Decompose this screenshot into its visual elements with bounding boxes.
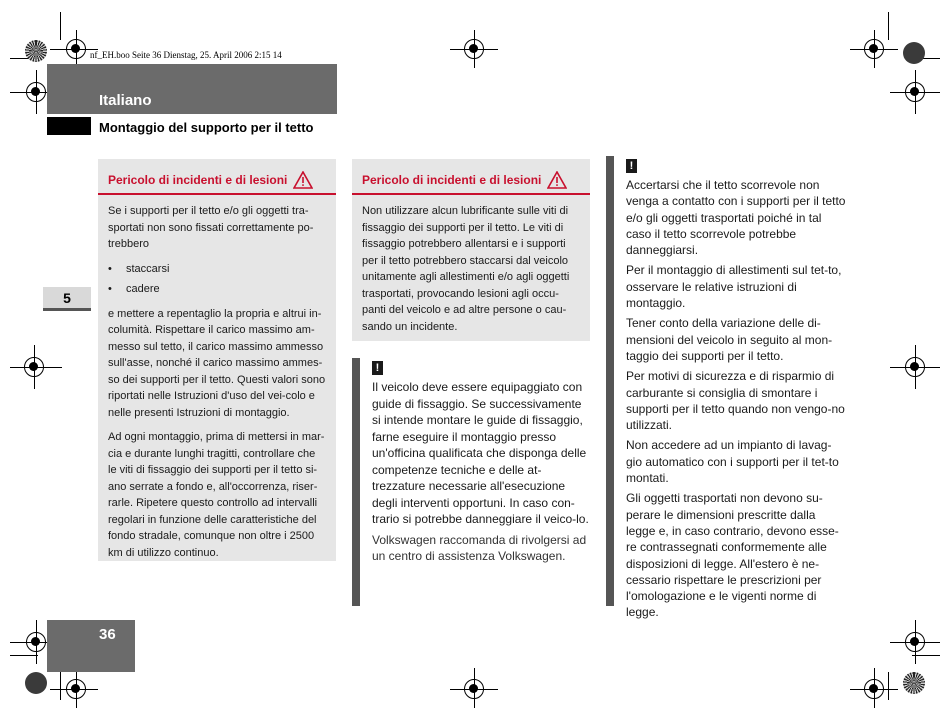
- warning-intro: Se i supporti per il tetto e/o gli oggetti tra-sportati non sono fissati correttamente po-trebbero: [108, 205, 314, 250]
- note-paragraph: Tener conto della variazione delle di-mensioni del veicolo in seguito al mon-taggio dei supporti per il tetto.: [626, 316, 833, 363]
- warning-triangle-icon: [547, 171, 567, 189]
- note-body: [372, 379, 590, 565]
- warning-header: [352, 159, 590, 195]
- exclamation-icon: !: [372, 361, 383, 375]
- page-number: 36: [99, 626, 116, 643]
- chapter-tab: [43, 287, 91, 311]
- note-paragraph: Accertarsi che il tetto scorrevole non venga a contatto con i supporti per il tetto e/o gli oggetti trasportati poiché in tal caso il tetto scorrevole potrebbe danneggiarsi.: [626, 178, 846, 258]
- note-paragraph: Non accedere ad un impianto di lavag-gio automatico con i supporti per il tet-to montati.: [626, 438, 839, 486]
- warning-paragraph: Non utilizzare alcun lubrificante sulle viti di fissaggio dei supporti per il tetto. Le viti di fissaggio potrebbero allentarsi e i supporti per il tetto potrebbero staccarsi dal veicolo unitamente agli allestimenti e/o agli oggetti trasportati, provocando lesioni agli occu-panti del veicolo e ad altre persone o cau-sando un incidente.: [362, 205, 570, 333]
- note-paragraph: Per motivi di sicurezza e di risparmio di carburante si consiglia di smontare i supporti per il tetto quando non vengo-no utilizzati.: [626, 369, 845, 433]
- title-marker-block: [47, 117, 91, 135]
- warning-title: Pericolo di incidenti e di lesioni: [108, 173, 288, 187]
- warning-box-left: [98, 159, 336, 561]
- page-number-bar: [47, 620, 135, 672]
- list-item-label: staccarsi: [126, 262, 170, 275]
- list-item: [108, 261, 326, 278]
- note-paragraph: Il veicolo deve essere equipaggiato con guide di fissaggio. Se successivamente si intende montare le guide di fissaggio, farne eseguire il montaggio presso un'officina qualificata che disponga delle competenze tecniche e delle at-trezzature necessarie all'esecuzione degli interventi opportuni. In caso con-trario si potrebbe danneggiare il veico-lo.: [372, 380, 589, 526]
- warning-header: [98, 159, 336, 195]
- note-paragraph: Volkswagen raccomanda di rivolgersi ad un centro di assistenza Volkswagen.: [372, 532, 587, 563]
- warning-box-middle: [352, 159, 590, 341]
- language-bar: [47, 64, 337, 114]
- bullet-icon: •: [108, 262, 112, 275]
- list-item: [108, 281, 326, 298]
- note-box-right: [606, 156, 846, 620]
- note-paragraph: Gli oggetti trasportati non devono su-perare le dimensioni prescritte dalla legge e, in caso contrario, devono esse-re contrassegnati conformemente alle disposizioni di legge. All'estero è ne-cessario rispettare le prescrizioni per l'omologazione e le vigenti norme di legge.: [626, 491, 839, 620]
- exclamation-icon: !: [626, 159, 637, 173]
- print-header-line: nf_EH.boo Seite 36 Dienstag, 25. April 2006 2:15 14: [90, 50, 282, 60]
- section-title: Montaggio del supporto per il tetto: [99, 120, 314, 135]
- bullet-icon: •: [108, 283, 112, 295]
- language-title: Italiano: [99, 92, 152, 109]
- list-item-label: cadere: [126, 283, 160, 295]
- warning-paragraph: Ad ogni montaggio, prima di mettersi in mar-cia e durante lunghi tragitti, controllare che le viti di fissaggio dei supporti per il tetto si-ano serrate a fondo e, all'occorrenza, riser-rarle. Ripetere questo controllo ad intervalli regolari in funzione delle caratteristiche del fondo stradale, comunque non oltre i 2500 km di utilizzo continuo.: [108, 431, 325, 559]
- warning-body: [98, 195, 336, 579]
- note-paragraph: Per il montaggio di allestimenti sul tet-to, osservare le relative istruzioni di montaggio.: [626, 263, 842, 311]
- note-body: [626, 177, 846, 621]
- warning-paragraph: e mettere a repentaglio la propria e altrui in-columità. Rispettare il carico massimo am-messo sul tetto, il carico massimo ammesso sull'asse, nonché il carico massimo ammes-so dei supporti per il tetto. Questi valori sono riportati nelle Istruzioni d'uso del vei-colo e nelle presenti Istruzioni di montaggio.: [108, 307, 326, 419]
- warning-title: Pericolo di incidenti e di lesioni: [362, 173, 542, 187]
- chapter-number: 5: [63, 290, 71, 306]
- warning-body: [352, 195, 590, 353]
- warning-triangle-icon: [293, 171, 313, 189]
- note-box-middle: [352, 358, 590, 606]
